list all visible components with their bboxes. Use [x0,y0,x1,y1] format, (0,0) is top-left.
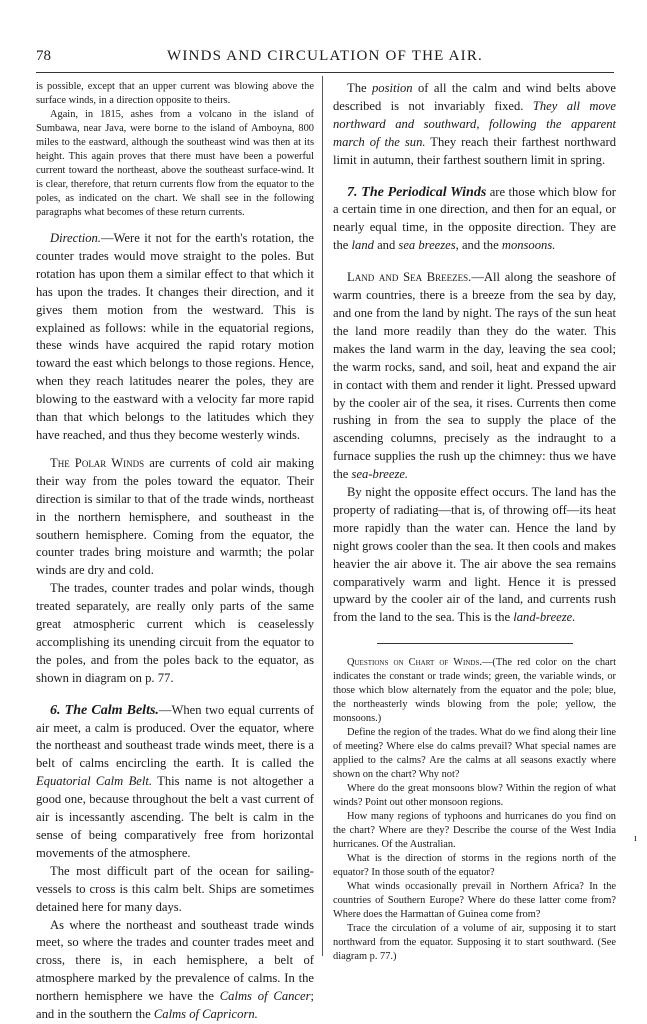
sea-breezes-term: sea breezes [398,238,456,253]
calm-belts-heading: 6. The Calm Belts. [50,702,159,718]
question-storms: What is the direction of storms in the regions north of the equator? In those south of the equator? [333,853,616,879]
and-word: and [373,238,399,253]
questions-intro [333,656,616,726]
left-column [36,80,314,1024]
paragraph-continuation: is possible, except that an upper current was blowing above the surface winds, in a direction opposite to theirs. [36,81,314,106]
margin-mark: ı [634,833,637,844]
paragraph-periodical-winds [333,184,616,256]
position-term: position [372,81,413,95]
polar-winds-label: The Polar Winds [50,455,145,470]
paragraph-polar-winds [36,455,314,580]
question-trades: Define the region of the trades. What do we find along their line of meeting? Where else do calms prevail? What special names are applied to the calms? Are the calms at all seasons exactly where shown on the chart? Why not? [333,727,616,781]
direction-text: —Were it not for the earth's rotation, the counter trades would move straight to the poles. But rotation has upon them a similar effect to that which it has upon the trades. It changes their direction, and it gives them motion from the westward. This is explained as follows: while in the equatorial regions, these winds have acquired the rapid rotary motion toward the east which belongs to those regions. Hence, when they reach latitudes nearer the poles, they are blowing to the eastward with a velocity far more rapid than that which belongs to the latitudes which they have reached, and thus they become westerly winds. [36,231,314,442]
position-italic: They all move northward and southward, following the apparent march of the sun. [333,98,616,149]
land-sea-text: —All along the seashore of warm countries, there is a breeze from the sea by day, and one from the land by night. The rays of the sun heat the land more readily than they do the water. This makes the land warm in the day, leaving the sea cool; the warm rocks, sand, and soil, heat and expand the air in contact with them and render it light. Pressed upward by the cooler air of the sea, it rises. Currents then come rushing in from the sea to supply the place of the ascending columns, precisely as the indraught to a furnace supplies the rush up the chimney: thus we have the [333,270,617,482]
land-breeze-term: land-breeze. [513,610,576,625]
questions-intro-text: —(The red color on the chart indicates the constant or trade winds; green, the variable winds, or those which blow alternately from the equator and the pole; blue, the northeasterly winds blowing from the pole; yellow, the monsoons.) [333,657,616,725]
calms-of-cancer-term: Calms of Cancer [219,989,311,1004]
question-typhoons: How many regions of typhoons and hurricanes do you find on the chart? Where are they? Describe the course of the West India hurricanes. Of the Australian. [333,811,616,851]
paragraph-sumbawa: Again, in 1815, ashes from a volcano in the island of Sumbawa, near Java, were borne to the island of Amboyna, 800 miles to the eastward, although the southeast wind was then at its height. This again proves that there must have been a powerful current toward the northeast, above the southeast surface-wind. It is clear, therefore, that return currents flow from the equator to the poles, as indicated on the chart. We shall see in the following paragraphs what becomes of these return currents. [36,109,314,218]
night-text: By night the opposite effect occurs. The land has the property of radiating—that is, of throwing off—its heat more rapidly than the water can. Hence the land by night grows cooler than the sea. It then cools and makes heavier the air above it. The air above the sea remains comparatively warm and light. Hence it is pressed upward by the cooler air of the land, and currents rush from the land to the sea. This is the [333,485,616,625]
calm-belts-text-b: This name is not altogether a good one, because throughout the belt a vast current of air is incessantly ascending. The belt is calm in the sense of being comparatively free from horizontal movements of the atmosphere. [36,774,315,860]
land-sea-breezes-label: Land and Sea Breezes. [347,270,472,285]
paragraph-calm-belts [36,702,314,863]
question-africa: What winds occasionally prevail in Northern Africa? In the countries of Southern Europe? Where do these latter come from? Where does the Harmattan of Guinea come from? [333,881,616,921]
paragraph-night [333,484,616,627]
direction-label: Direction. [50,231,101,245]
paragraph-difficult: The most difficult part of the ocean for sailing-vessels to cross is this calm belt. Ships are sometimes detained here for many days. [36,863,314,914]
calm-belts-text-a: —When two equal currents of air meet, a calm is produced. Over the equator, where the northeast and southeast trade winds meet, there is a belt of calms encircling the earth. It is called the [36,702,314,771]
paragraph-cancer-capricorn [36,917,314,1024]
land-term: land [351,238,374,253]
header-rule [36,72,614,73]
questions-label: Questions on Chart of Winds. [347,657,482,669]
page-number: 78 [36,48,51,64]
question-monsoons: Where do the great monsoons blow? Within the region of what winds? Point out other monsoon regions. [333,783,616,809]
paragraph-trades: The trades, counter trades and polar winds, though treated separately, are really only parts of the same great atmospheric current which is ceaselessly accomplishing its unending circuit from the equator to the poles, and from the poles back to the equator, as shown in diagram on p. 77. [36,581,314,685]
section-divider [377,643,573,644]
sea-breeze-term: sea-breeze. [351,467,409,482]
periodical-text-b: , and the [455,238,502,253]
calms-of-capricorn-term: Calms of Capricorn. [153,1007,258,1022]
right-column [333,80,616,964]
question-circulation: Trace the circulation of a volume of air, supposing it to start northward from the equator. Supposing it to start southward. (See diagram p. 77.) [333,923,616,963]
position-text-a: The [347,81,372,95]
polar-winds-text: are currents of cold air making their way from the poles toward the equator. Their direction is similar to that of the trade winds, northeast in the northern hemisphere, and southeast in the southern hemisphere. Coming from the equator, the counter trades bring moisture and warmth; the polar winds are dry and cold. [36,455,315,578]
paragraph-land-sea-breezes [333,269,616,484]
page-header [36,48,614,70]
column-divider [322,76,323,956]
periodical-text-a: are those which blow for a certain time in one direction, and then for an equal, or nearly equal time, in the opposite direction. They are the [333,184,616,253]
paragraph-direction [36,230,314,445]
where-text-a: As where the northeast and southeast trade winds meet, so where the trades and counter trades meet and cross, there is, in each hemisphere, a belt of atmosphere marked by the prevalence of calms. In the northern hemisphere we have the [36,917,314,1004]
where-text-b: ; and in the southern the [36,989,314,1022]
paragraph-position [333,80,616,170]
position-text-c: They reach their farthest northward limit in autumn, their farthest southern limit in spring. [333,134,616,167]
position-text-b: of all the calm and wind belts above described is not invariably fixed. [333,81,617,113]
monsoons-term: monsoons. [501,238,556,253]
equatorial-calm-belt-term: Equatorial Calm Belt. [36,774,153,789]
running-title: WINDS AND CIRCULATION OF THE AIR. [167,48,483,64]
periodical-winds-heading: 7. The Periodical Winds [347,184,487,200]
